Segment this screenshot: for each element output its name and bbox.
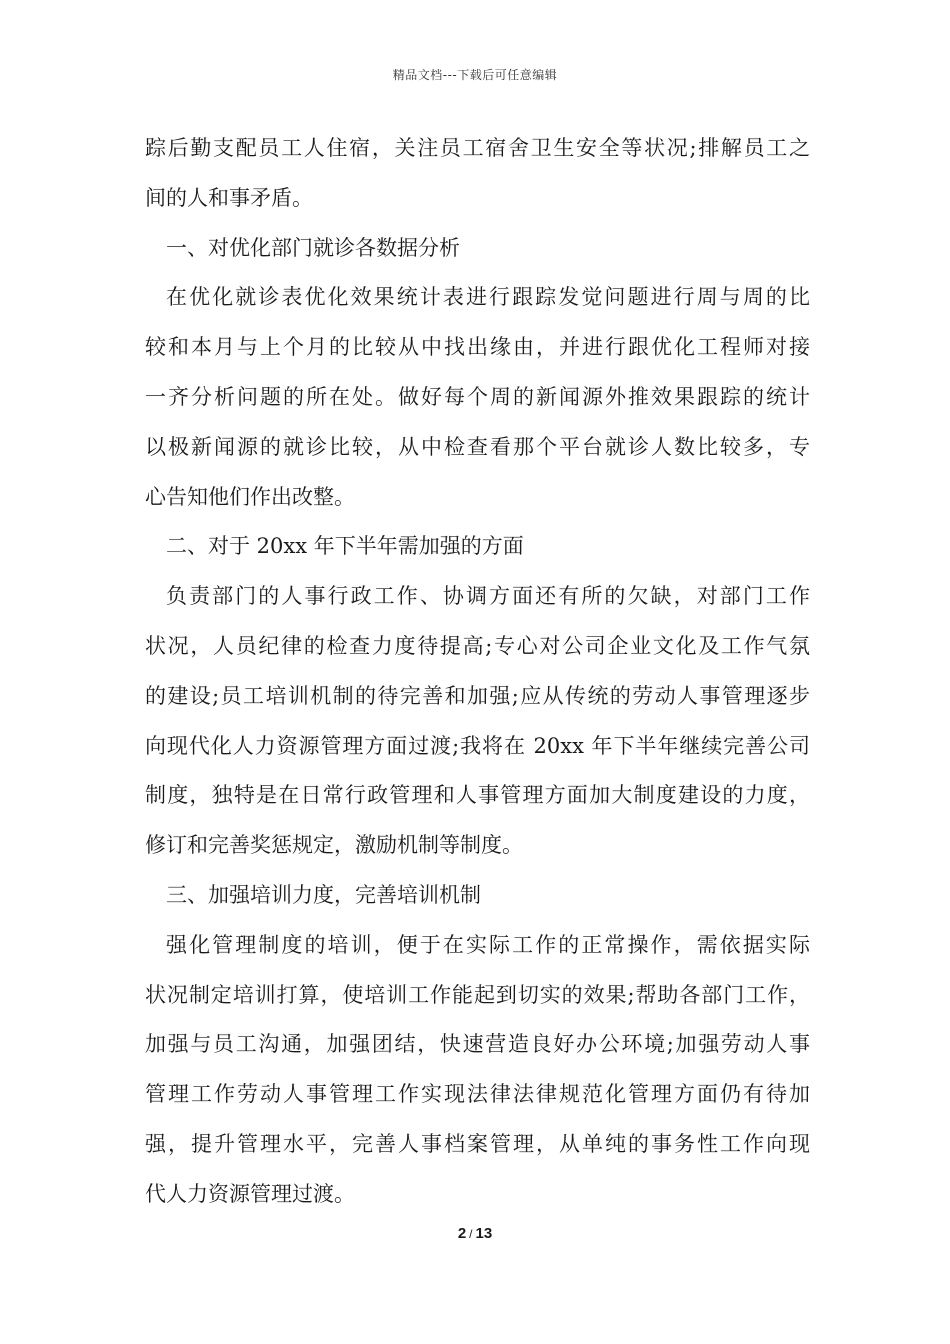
- section-heading: 三、加强培训力度，完善培训机制: [166, 882, 481, 907]
- section-heading: 一、对优化部门就诊各数据分析: [166, 235, 460, 260]
- body-line: 一齐分析问题的所在处。做好每个周的新闻源外推效果跟踪的统计: [145, 384, 810, 409]
- page-header: 精品文档---下载后可任意编辑: [392, 68, 558, 82]
- document-body: [145, 128, 810, 1224]
- body-line: 状况制定培训打算，使培训工作能起到切实的效果;帮助各部门工作，: [145, 982, 810, 1007]
- page-number: [0, 1225, 950, 1242]
- body-line: 强，提升管理水平，完善人事档案管理，从单纯的事务性工作向现: [145, 1131, 810, 1156]
- body-line: 制度，独特是在日常行政管理和人事管理方面加大制度建设的力度，: [145, 783, 810, 808]
- body-line: 的建设;员工培训机制的待完善和加强;应从传统的劳动人事管理逐步: [145, 683, 810, 708]
- body-line: 加强与员工沟通，加强团结，快速营造良好办公环境;加强劳动人事: [145, 1032, 810, 1057]
- body-line: 向现代化人力资源管理方面过渡;我将在 20xx 年下半年继续完善公司: [145, 733, 810, 758]
- body-line: 以极新闻源的就诊比较，从中检查看那个平台就诊人数比较多，专: [145, 434, 810, 459]
- current-page-number: 2: [457, 1225, 467, 1242]
- page-separator: /: [469, 1227, 473, 1241]
- body-line: 负责部门的人事行政工作、协调方面还有所的欠缺，对部门工作: [166, 584, 810, 609]
- section-heading: 二、对于 20xx 年下半年需加强的方面: [166, 534, 524, 559]
- body-line: 心告知他们作出改整。: [145, 484, 355, 509]
- body-line: 修订和完善奖惩规定，激励机制等制度。: [145, 833, 523, 858]
- body-line: 代人力资源管理过渡。: [145, 1181, 355, 1206]
- body-line: 管理工作劳动人事管理工作实现法律法律规范化管理方面仍有待加: [145, 1082, 810, 1107]
- body-line: 踪后勤支配员工人住宿，关注员工宿舍卫生安全等状况;排解员工之: [145, 136, 810, 160]
- body-line: 在优化就诊表优化效果统计表进行跟踪发觉问题进行周与周的比: [166, 285, 810, 310]
- body-line: 较和本月与上个月的比较从中找出缘由，并进行跟优化工程师对接: [145, 335, 810, 360]
- total-pages-number: 13: [475, 1225, 493, 1242]
- body-line: 状况，人员纪律的检查力度待提高;专心对公司企业文化及工作气氛: [145, 633, 810, 658]
- body-line: 间的人和事矛盾。: [145, 185, 313, 210]
- body-line: 强化管理制度的培训，便于在实际工作的正常操作，需依据实际: [166, 932, 810, 957]
